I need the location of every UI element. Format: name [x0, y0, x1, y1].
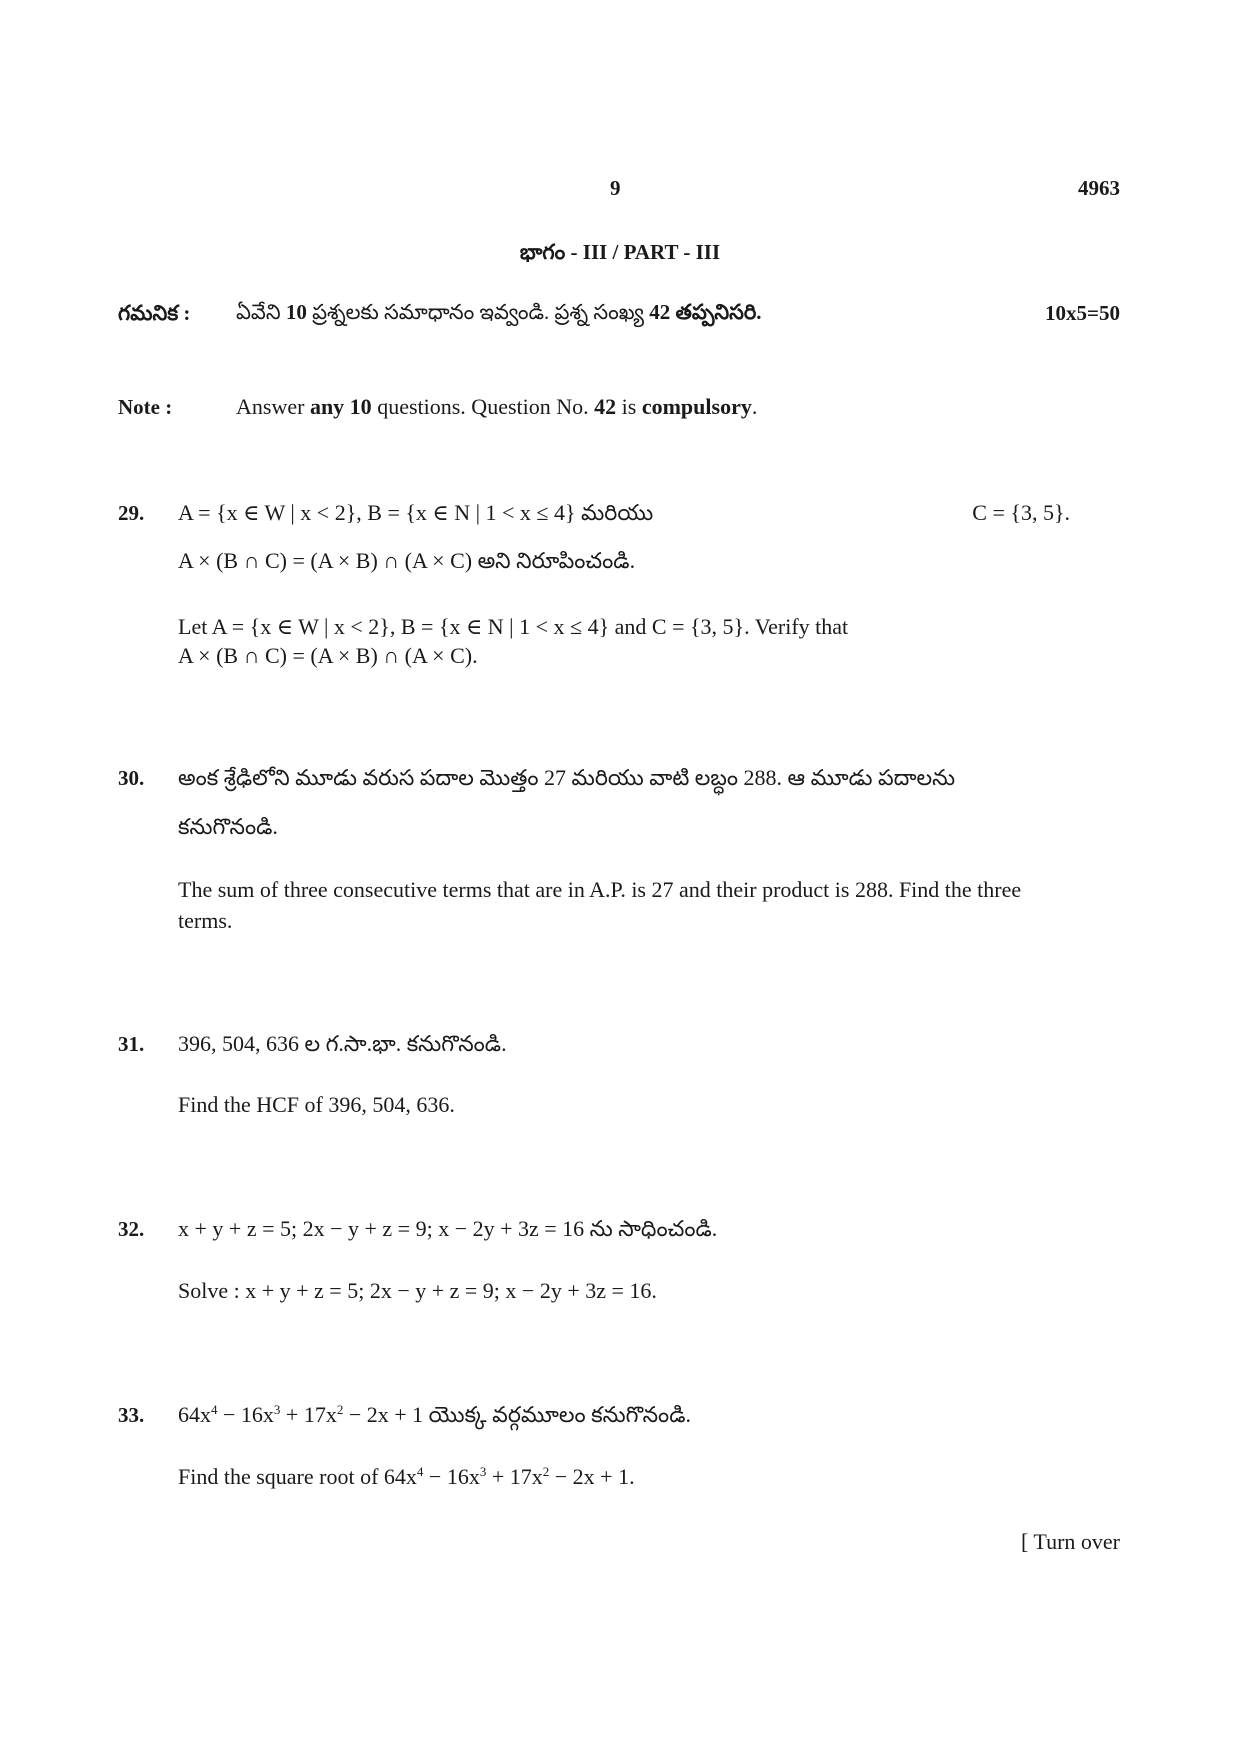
telugu-note-text: ఏవేని 10 ప్రశ్నలకు సమాధానం ఇవ్వండి. ప్రశ్న సంఖ్య 42 తప్పనిసరి. [236, 300, 762, 324]
q33-telugu-text: $64x^4 - 16x^3 + 17x^2 - 2x + 1$ యొక్క వర్గమూలం కనుగొనండి. [178, 1402, 691, 1427]
english-note-text: Answer any 10 questions. Question No. 42 is compulsory. [236, 394, 758, 419]
telugu-note-label: గమనిక : [118, 301, 191, 325]
part-title: భాగం - III / PART - III [519, 240, 721, 264]
question-number: 32. [118, 1217, 145, 1241]
marks-scheme: 10x5=50 [1045, 301, 1120, 325]
question-number: 30. [118, 766, 145, 790]
q33-english-text: Find the square root of $64x^4 - 16x^3 + 17x^2 - 2x + 1$. [178, 1464, 635, 1489]
page-number: 9 [610, 176, 621, 200]
q32-english-text: Solve : x + y + z = 5; 2x − y + z = 9; x − 2y + 3z = 16. [178, 1278, 657, 1303]
q29-telugu-set-c: C = {3, 5}. [972, 500, 1070, 525]
q30-telugu-line1: అంక శ్రేఢిలోని మూడు వరుస పదాల మొత్తం 27 మరియు వాటి లబ్ధం 288. ఆ మూడు పదాలను [178, 765, 956, 790]
english-note-label: Note : [118, 395, 173, 419]
q31-english-text: Find the HCF of 396, 504, 636. [178, 1092, 455, 1117]
q29-english-line1: Let A = {x ∈ W | x < 2}, B = {x ∈ N | 1 < x ≤ 4} and C = {3, 5}. Verify that [178, 614, 849, 639]
question-number: 33. [118, 1403, 145, 1427]
q29-telugu-line1: A = {x ∈ W | x < 2}, B = {x ∈ N | 1 < x ≤ 4} మరియు [178, 500, 654, 525]
paper-code: 4963 [1078, 176, 1120, 200]
q31-telugu-text: 396, 504, 636 ల గ.సా.భా. కనుగొనండి. [178, 1031, 507, 1056]
q29-english-line2: A × (B ∩ C) = (A × B) ∩ (A × C). [178, 643, 478, 668]
question-number: 29. [118, 501, 145, 525]
question-number: 31. [118, 1032, 145, 1056]
q32-telugu-text: x + y + z = 5; 2x − y + z = 9; x − 2y + 3z = 16 ను సాధించండి. [178, 1216, 718, 1241]
q29-telugu-line2: A × (B ∩ C) = (A × B) ∩ (A × C) అని నిరూపించండి. [178, 548, 636, 573]
q30-english-text: The sum of three consecutive terms that are in A.P. is 27 and their product is 288. Find the three terms. [178, 877, 1022, 933]
turn-over-note: [ Turn over [1020, 1529, 1120, 1554]
q30-telugu-line2: కనుగొనండి. [178, 814, 278, 839]
